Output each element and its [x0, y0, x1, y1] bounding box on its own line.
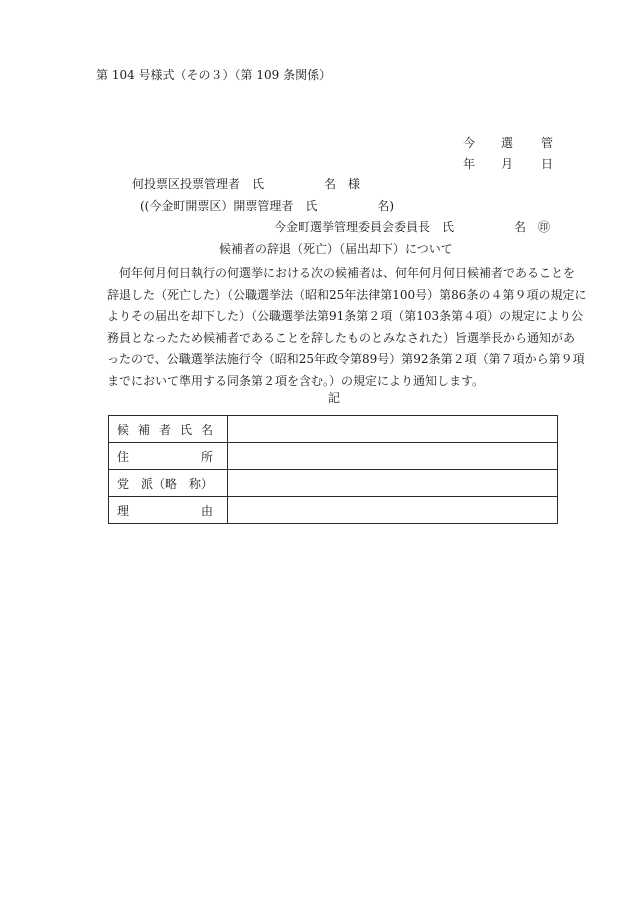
label-char: 由 — [200, 503, 213, 518]
date-year-label: 年 — [462, 157, 475, 171]
table-row — [109, 416, 558, 443]
address-field[interactable] — [228, 443, 558, 470]
party-field[interactable] — [228, 470, 558, 497]
date-day-label: 日 — [540, 157, 553, 171]
label-char: 氏 — [179, 422, 192, 437]
reference-date-row — [462, 158, 554, 170]
form-number: 第 104 号様式（その３）（第 109 条関係） — [96, 68, 332, 82]
body-line: よりその届出を却下した）（公職選挙法第91条第２項（第103条第４項）の規定により公 — [107, 309, 584, 324]
body-line: ったので、公職選挙法施行令（昭和25年政令第89号）第92条第２項（第７項から第９項 — [107, 352, 585, 367]
reference-char: 今 — [462, 136, 475, 150]
table-row — [109, 497, 558, 524]
label-char: 所 — [200, 449, 213, 464]
reference-char: 選 — [500, 136, 513, 150]
label-char: 称） — [188, 476, 213, 491]
candidate-info-table — [108, 415, 558, 524]
label-char: 党 — [117, 476, 130, 491]
body-line: 辞退した（死亡した）（公職選挙法（昭和25年法律第100号）第86条の４第９項の規定に — [107, 287, 587, 302]
reason-field[interactable] — [228, 497, 558, 524]
label-char: 者 — [158, 422, 171, 437]
table-row — [109, 443, 558, 470]
row-label-candidate-name — [109, 416, 228, 443]
row-label-reason — [109, 497, 228, 524]
row-label-address — [109, 443, 228, 470]
sender-line: 今金町選挙管理委員会委員長 氏 名 ㊞ — [274, 220, 551, 234]
label-char: 派（略 — [140, 476, 177, 491]
document-subject: 候補者の辞退（死亡）（届出却下）について — [219, 242, 453, 256]
body-line: 何年何月何日執行の何選挙における次の候補者は、何年何月何日候補者であることを — [107, 266, 576, 280]
reference-number-row — [462, 137, 554, 149]
body-line: までにおいて準用する同条第２項を含む。）の規定により通知します。 — [107, 373, 485, 388]
reference-char: 管 — [540, 136, 553, 150]
date-month-label: 月 — [500, 157, 513, 171]
label-char: 名 — [200, 422, 213, 437]
row-label-party — [109, 470, 228, 497]
addressee-counting-manager: ((今金町開票区）開票管理者 氏 名) — [140, 199, 395, 213]
label-char: 候 — [117, 422, 130, 437]
body-line: 務員となったため候補者であることを辞したものとみなされた）旨選挙長から通知があ — [107, 330, 576, 345]
label-char: 住 — [117, 449, 130, 464]
ki-heading: 記 — [328, 391, 341, 405]
candidate-name-field[interactable] — [228, 416, 558, 443]
table-row — [109, 470, 558, 497]
label-char: 補 — [137, 422, 150, 437]
label-char: 理 — [117, 503, 130, 518]
addressee-voting-manager: 何投票区投票管理者 氏 名 様 — [132, 177, 361, 191]
body-paragraph — [107, 263, 587, 393]
